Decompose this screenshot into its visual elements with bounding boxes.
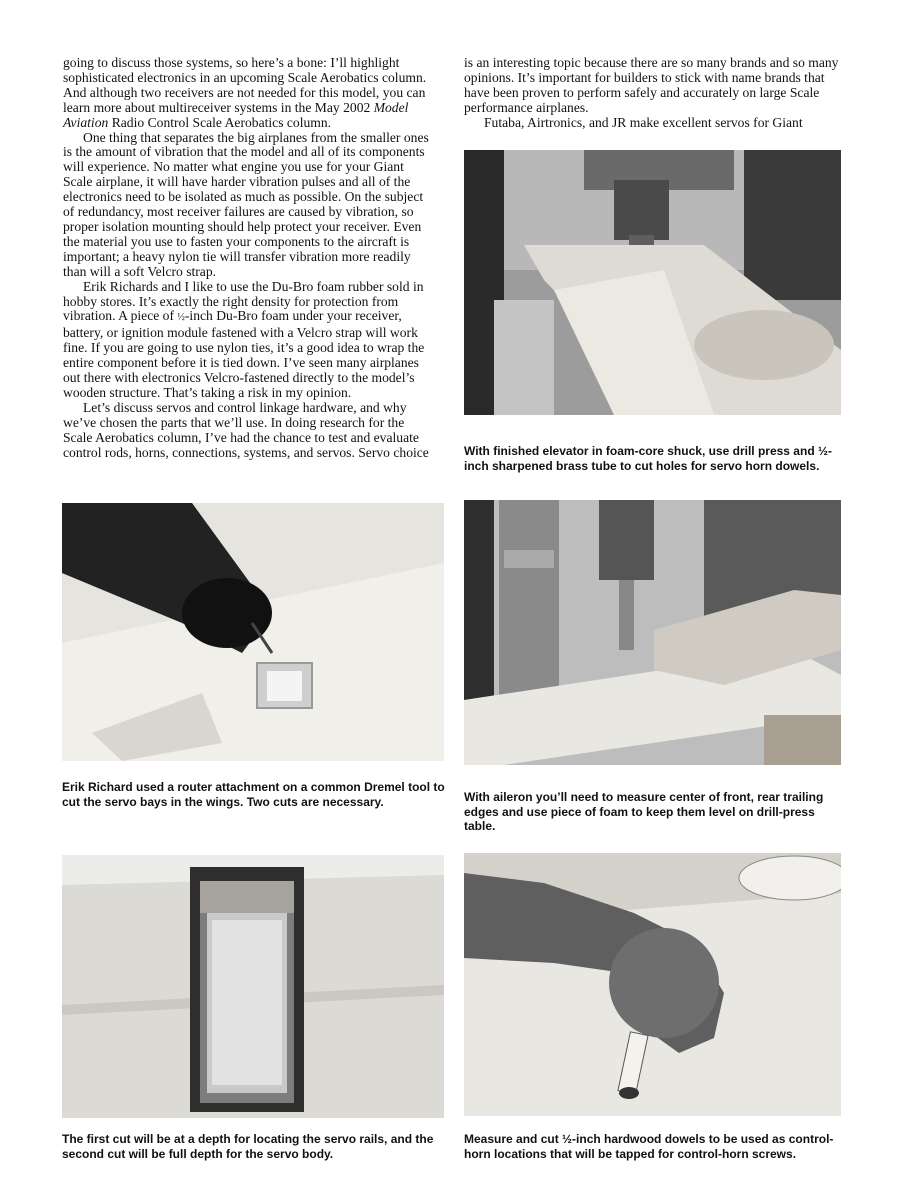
photo-servo-bay [62,855,444,1118]
article-paragraph: Erik Richards and I like to use the Du-Bro foam rubber sold in hobby stores. It’s exactly the right density for protection from vibration. A piece of ½-inch Du-Bro foam under your receiver, battery, or ignition module fastened with a Velcro strap will work fine. If you are going to use nylon ties, it’s a good idea to wrap the entire component before it is tied down. I’ve seen many airplanes out there with electronics Velcro-fastened directly to the model’s wooden structure. That’s taking a risk in my opinion. [63,278,425,400]
article-paragraph: One thing that separates the big airplanes from the smaller ones is the amount of vibration that the model and all of its components will experience. No matter what engine you use for your Giant Scale airplane, it will have harder vibration pulses and all of the electronics need to be isolated as much as possible. On the subject of redundancy, most receiver failures are caused by vibration, so proper isolation mounting should help protect your receiver. Even the material you use to fasten your components to the aircraft is important; a heavy nylon tie will transfer vibration more readily than will a soft Velcro strap. [63,129,429,279]
article-paragraph: Let’s discuss servos and control linkage hardware, and why we’ve chosen the parts that we’ll use. In doing research for the Scale Aerobatics column, I’ve had the chance to test and evaluate control rods, horns, connections, systems, and servos. Servo choice [63,399,429,460]
caption-servo-bay: The first cut will be at a depth for locating the servo rails, and the second cut will be full depth for the servo body. [62,1132,434,1161]
article-right-column [464,56,842,131]
photo-drill-press-elevator [464,150,841,415]
fraction: ½ [177,312,185,324]
article-paragraph: Futaba, Airtronics, and JR make excellent servos for Giant [484,114,803,130]
fraction: ½ [817,444,828,458]
photo-hardwood-dowels [464,853,841,1116]
publication-title: Model Aviation [63,99,409,130]
photo-aileron-drill-press [464,500,841,765]
article-paragraph: is an interesting topic because there are so many brands and so many opinions. It’s important for builders to stick with name brands that have been proven to perform safely and accurately on large Scale performance airplanes. [464,55,839,115]
caption-dowels: Measure and cut ½-inch hardwood dowels to be used as control-horn locations that will be tapped for control-horn screws. [464,1132,834,1161]
caption-drill-press-elevator: With finished elevator in foam-core shuck, use drill press and ½-inch sharpened brass tube to cut holes for servo horn dowels. [464,444,832,473]
photo-dremel-router [62,503,444,761]
fraction: ½ [562,1132,573,1146]
caption-aileron: With aileron you’ll need to measure center of front, rear trailing edges and use piece of foam to keep them level on drill-press table. [464,790,824,833]
caption-dremel: Erik Richard used a router attachment on a common Dremel tool to cut the servo bays in the wings. Two cuts are necessary. [62,780,445,809]
article-paragraph: going to discuss those systems, so here’s a bone: I’ll highlight sophisticated electronics in an upcoming Scale Aerobatics column. And although two receivers are not needed for this model, you can learn more about multireceiver systems in the May 2002 Model Aviation Radio Control Scale Aerobatics column. [63,55,427,130]
article-left-column [63,56,435,460]
